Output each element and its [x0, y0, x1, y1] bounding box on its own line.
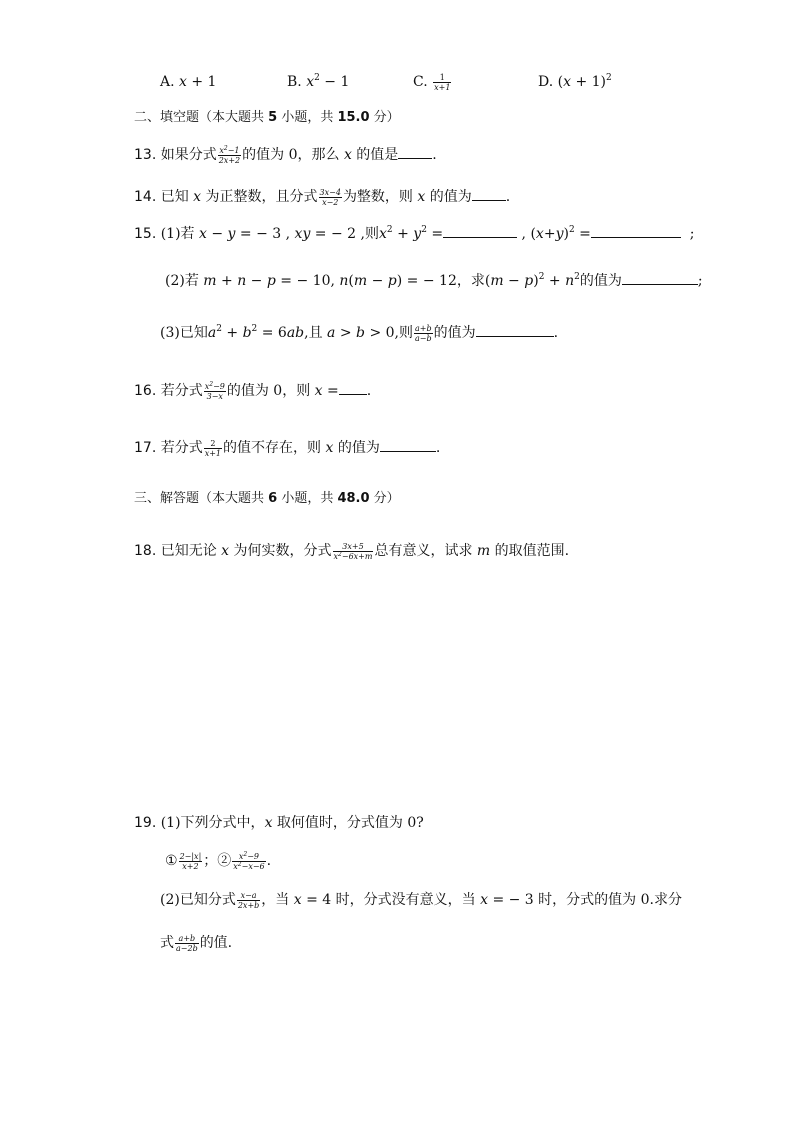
fraction: $\frac{3x+5}{x^2-6x+m}$ [333, 541, 373, 561]
question-18: 18. 已知无论 x 为何实数，分式 $\frac{3x+5}{x^2-6x+m}$ 总有意义，试求 m 的取值范围. [134, 541, 570, 561]
fraction: $\frac{1}{x+1}$ [434, 72, 451, 92]
answer-blank[interactable] [472, 186, 506, 201]
answer-blank[interactable] [443, 223, 517, 238]
answer-blank[interactable] [339, 380, 367, 395]
answer-blank[interactable] [380, 437, 436, 452]
question-19-part-2: (2)已知分式 $\frac{x-a}{2x+b}$ ，当 x = 4 时，分式没有意义，当 x = − 3 时，分式的值为 0.求分 [160, 890, 682, 910]
fraction: $\frac{2}{x+1}$ [204, 438, 222, 458]
question-13: 13. 如果分式 $\frac{x^2-1}{2x+2}$ 的值为 0，那么 x 的值是 . [134, 144, 437, 165]
question-17: 17. 若分式 $\frac{2}{x+1}$ 的值不存在，则 x 的值为 . [134, 438, 441, 458]
fraction: $\frac{2-|x|}{x+2}$ [179, 851, 202, 871]
answer-blank[interactable] [476, 322, 554, 337]
question-15-part-1: 15. (1)若 x − y = − 3 , xy = − 2 ,则$x^2 + y^2$ = , $(x+y)^2$ = ; [134, 225, 695, 242]
fraction: $\frac{x^2-1}{2x+2}$ [218, 144, 241, 165]
option-c: C. $\frac{1}{x+1}$ [413, 72, 451, 92]
question-19-part-2-continued: 式 $\frac{a+b}{a-2b}$ 的值. [160, 933, 233, 953]
option-b: B. $x^2 - 1$ [287, 73, 350, 90]
question-15-part-3: (3)已知$a^2 + b^2 = 6ab$,且 a > b > 0,则 $\frac{a+b}{a-b}$ 的值为 . [160, 323, 559, 343]
section-heading-fill-in: 二、填空题（本大题共 5 小题，共 15.0 分） [134, 110, 400, 125]
fraction: $\frac{3x-4}{x-2}$ [319, 187, 341, 207]
answer-blank[interactable] [398, 144, 432, 159]
question-14: 14. 已知 x 为正整数，且分式 $\frac{3x-4}{x-2}$ 为整数，则 x 的值为 . [134, 187, 511, 207]
question-15-part-2: (2)若 m + n − p = − 10, n(m − p) = − 12，求$(m - p)^2 + n^2$的值为 ; [165, 272, 703, 289]
question-19-part-1: 19. (1)下列分式中，x 取何值时，分式值为 0? [134, 815, 424, 831]
fraction: $\frac{a+b}{a-b}$ [415, 323, 432, 343]
answer-blank[interactable] [591, 223, 681, 238]
question-16: 16. 若分式 $\frac{x^2-9}{3-x}$ 的值为 0，则 x = . [134, 380, 372, 401]
fraction: $\frac{x^2-9}{x^2-x-6}$ [233, 850, 265, 871]
fraction: $\frac{x-a}{2x+b}$ [237, 890, 260, 910]
option-a: A. x + 1 [160, 74, 217, 90]
section-heading-answer: 三、解答题（本大题共 6 小题，共 48.0 分） [134, 491, 400, 506]
fraction: $\frac{x^2-9}{3-x}$ [204, 380, 225, 401]
answer-blank[interactable] [622, 270, 698, 285]
option-d: D. $(x + 1)^2$ [538, 73, 612, 90]
question-19-choices: ① $\frac{2-|x|}{x+2}$ ；② $\frac{x^2-9}{x^2-x-6}$ . [165, 850, 272, 871]
fraction: $\frac{a+b}{a-2b}$ [176, 933, 198, 953]
